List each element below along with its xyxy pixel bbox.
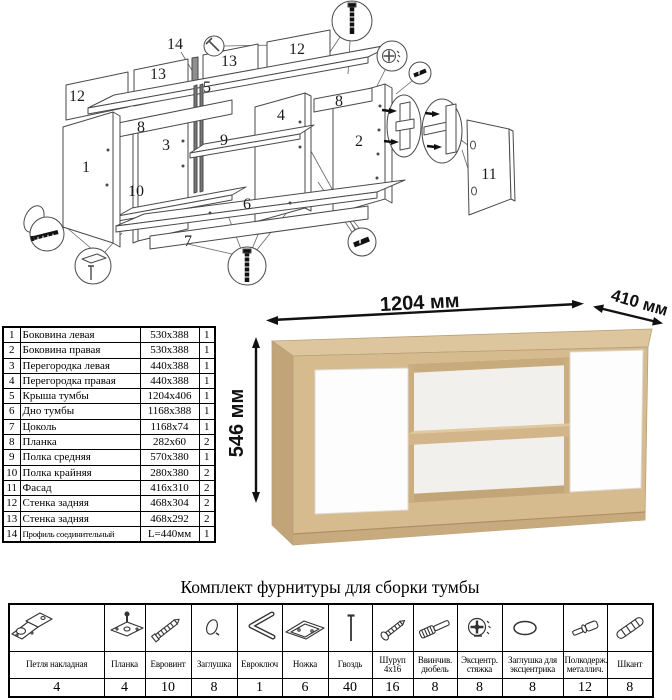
foot-callout xyxy=(75,248,111,284)
part-label-8: 8 xyxy=(137,119,145,136)
hardware-name: Заглушка xyxy=(191,652,237,679)
hardware-kit-title: Комплект фурнитуры для сборки тумбы xyxy=(180,577,480,597)
hardware-qty: 4 xyxy=(9,679,104,698)
part-label-5: 5 xyxy=(203,79,211,96)
long-screw-callout xyxy=(332,1,372,41)
screw-icon xyxy=(373,608,417,648)
depth-dimension: 410 мм xyxy=(608,285,671,320)
cabinet-render xyxy=(210,285,672,570)
parts-list-table xyxy=(2,326,216,543)
hardware-name: Шкант xyxy=(607,652,653,679)
connector-profile-2 xyxy=(200,84,203,192)
euroscrew-callout xyxy=(30,217,64,251)
hardware-name: Ввинчив. дюбель xyxy=(413,652,457,679)
left-door xyxy=(315,368,408,514)
hardware-qty: 40 xyxy=(328,679,372,698)
hardware-icons-row xyxy=(9,604,653,652)
dowel-callout xyxy=(409,62,431,84)
part-label-1: 1 xyxy=(82,159,90,176)
hardware-qty: 12 xyxy=(563,679,607,698)
hardware-qty: 8 xyxy=(191,679,237,698)
table-row: 4 Перегородка правая 440x388 1 xyxy=(3,373,215,388)
euroscrew-icon xyxy=(146,608,190,648)
hardware-qty: 1 xyxy=(237,679,282,698)
connector-profile xyxy=(194,85,197,193)
table-row: 11 Фасад 416x310 2 xyxy=(3,480,215,495)
hex-key-icon xyxy=(238,608,282,648)
hardware-qty: 8 xyxy=(457,679,502,698)
hardware-name: Заглушка для эксцентрика xyxy=(502,652,563,679)
part-label-14: 14 xyxy=(167,36,183,53)
table-row: 2 Боковина правая 530x388 1 xyxy=(3,343,215,358)
hardware-names-row xyxy=(9,652,653,679)
eccentric-cam-callout xyxy=(377,41,407,71)
hardware-qty: 8 xyxy=(607,679,653,698)
hardware-name: Петля накладная xyxy=(9,652,104,679)
hardware-name: Полкодерж. металлич. xyxy=(563,652,607,679)
table-row: 14 Профиль соединительный L=440мм 1 xyxy=(3,526,215,542)
part-label-11: 11 xyxy=(481,166,497,183)
width-dimension: 1204 мм xyxy=(379,289,461,317)
part-label-4: 4 xyxy=(277,107,285,124)
part-label-12: 12 xyxy=(69,88,85,105)
table-row: 6 Дно тумбы 1168x388 1 xyxy=(3,404,215,419)
part-label-10: 10 xyxy=(128,183,144,200)
part-label-7: 7 xyxy=(184,233,192,250)
hardware-name: Евровинт xyxy=(145,652,191,679)
hardware-name: Гвоздь xyxy=(328,652,372,679)
part-label-13: 13 xyxy=(150,66,166,83)
confirmat-callout xyxy=(228,247,266,285)
foot-icon xyxy=(283,608,327,648)
side-panel-left xyxy=(63,112,120,247)
hardware-kit-table xyxy=(8,603,654,698)
part-label-13b: 13 xyxy=(221,53,237,70)
eccentric-cam-icon xyxy=(458,608,502,648)
threaded-dowel-icon xyxy=(414,608,458,648)
hardware-qty: 8 xyxy=(413,679,457,698)
table-row: 7 Цоколь 1168x74 1 xyxy=(3,419,215,434)
hardware-name: Евроключ xyxy=(237,652,282,679)
dowel-icon xyxy=(608,608,652,648)
part-label-6: 6 xyxy=(243,196,251,213)
hardware-qty: 6 xyxy=(282,679,328,698)
table-row: 9 Полка средняя 570x380 1 xyxy=(3,450,215,465)
hardware-qty: 16 xyxy=(372,679,413,698)
hinge-arm-callout xyxy=(422,99,462,163)
height-dimension: 546 мм xyxy=(226,388,248,458)
eccentric-cap-icon xyxy=(503,608,547,648)
hardware-qty: 10 xyxy=(145,679,191,698)
table-row: 10 Полка крайняя 280x380 2 xyxy=(3,465,215,480)
cabinet-left-face xyxy=(272,341,293,545)
table-row: 13 Стенка задняя 468x292 2 xyxy=(3,511,215,526)
table-row: 12 Стенка задняя 468x304 2 xyxy=(3,496,215,511)
hardware-qtys-row xyxy=(9,679,653,698)
hardware-name: Шуруп 4x16 xyxy=(372,652,413,679)
part-label-8b: 8 xyxy=(335,93,343,110)
cap-icon xyxy=(192,608,236,648)
table-row: 1 Боковина левая 530x388 1 xyxy=(3,327,215,343)
part-label-3: 3 xyxy=(162,137,170,154)
hardware-name: Планка xyxy=(104,652,145,679)
mounting-plate-icon xyxy=(105,608,149,648)
part-label-9: 9 xyxy=(220,132,228,149)
overlay-hinge-icon xyxy=(10,608,54,648)
exploded-assembly-diagram xyxy=(0,0,672,300)
table-row: 8 Планка 282x60 2 xyxy=(3,435,215,450)
table-row: 3 Перегородка левая 440x388 1 xyxy=(3,358,215,373)
table-row: 5 Крыша тумбы 1204x406 1 xyxy=(3,389,215,404)
hardware-name: Ножка xyxy=(282,652,328,679)
shelf-support-icon xyxy=(564,608,608,648)
part-label-2: 2 xyxy=(355,133,363,150)
right-door xyxy=(570,350,643,492)
shelf-pin-callout xyxy=(348,228,376,256)
hardware-name: Эксцентр. стяжка xyxy=(457,652,502,679)
part-label-12b: 12 xyxy=(289,41,305,58)
nail-icon xyxy=(329,608,373,648)
hardware-qty: 4 xyxy=(104,679,145,698)
hardware-qty: 8 xyxy=(502,679,563,698)
